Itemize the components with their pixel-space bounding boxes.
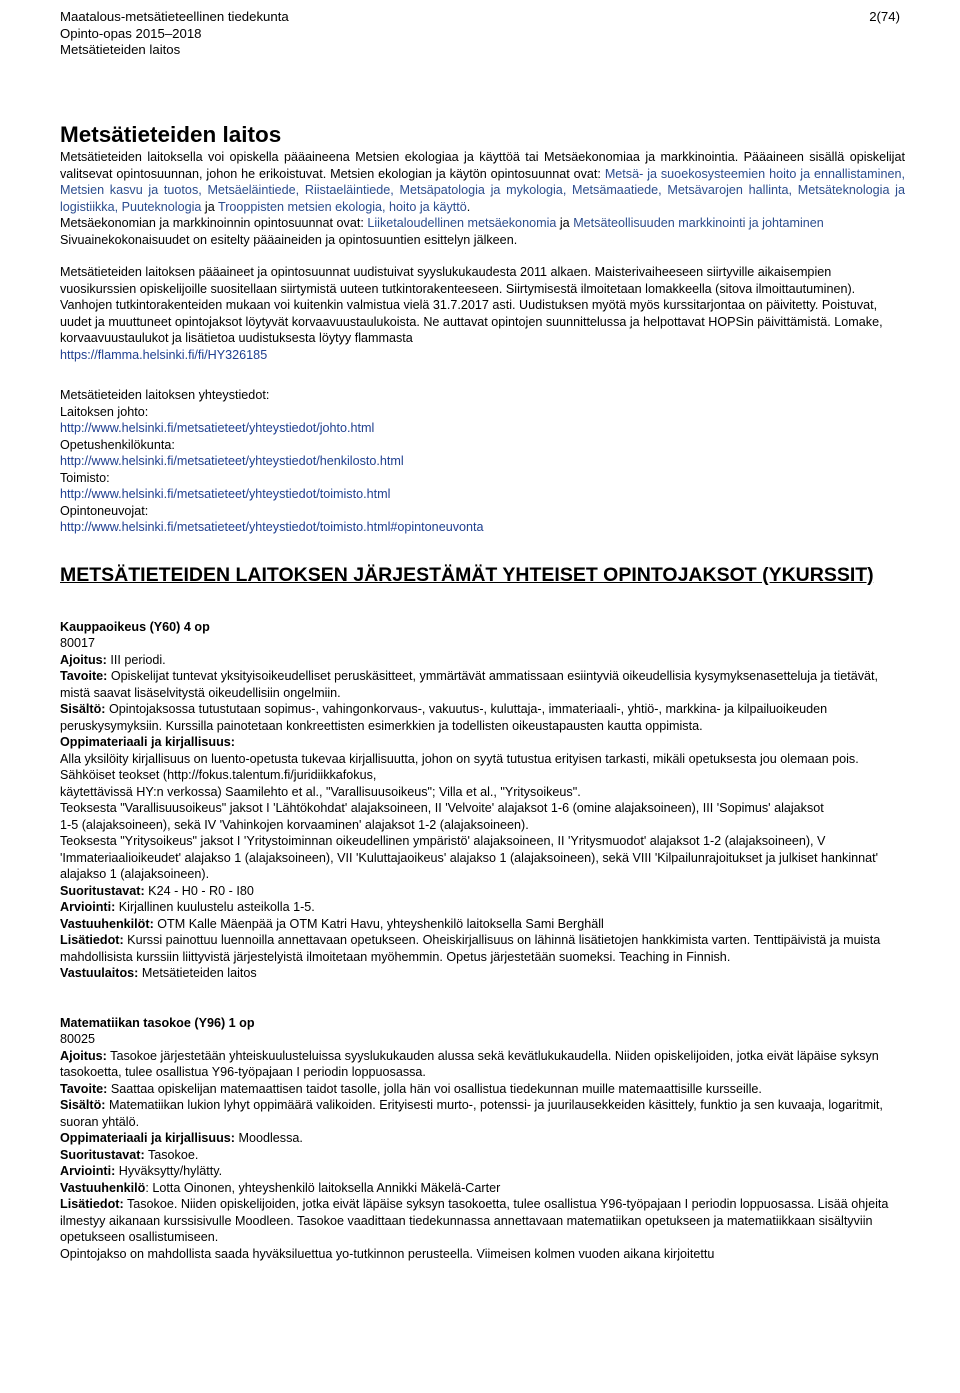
intro-paragraph-2 [60, 215, 905, 248]
course-methods [60, 1147, 905, 1164]
content-value: Matematiikan lukion lyhyt oppimäärä valikoiden. Erityisesti murto-, potenssi- ja juurilausekkeiden käsittely, funktio ja sen kuvaaja, logaritmit, suoran yhtälö. [60, 1098, 883, 1129]
assessment-value: Kirjallinen kuulustelu asteikolla 1-5. [115, 900, 315, 914]
reform-paragraph [60, 264, 905, 363]
responsible-value: OTM Kalle Mäenpää ja OTM Katri Havu, yhteyshenkilö laitoksella Sami Berghäll [153, 916, 604, 931]
department-name: Metsätieteiden laitos [60, 42, 181, 57]
content-label: Sisältö: [60, 702, 106, 716]
course-literature [60, 734, 905, 883]
unit-label: Vastuulaitos: [60, 966, 139, 980]
course-methods [60, 883, 905, 900]
contact-section [60, 387, 905, 536]
contact-label: Opetushenkilökunta: [60, 437, 175, 452]
course-timing [60, 652, 905, 669]
contact-label: Opintoneuvojat: [60, 503, 149, 518]
content-label: Sisältö: [60, 1098, 106, 1112]
page-title: Metsätieteiden laitos [60, 122, 282, 147]
methods-value: Tasokoe. [144, 1147, 199, 1162]
info-label: Lisätiedot: [60, 1197, 124, 1211]
methods-label: Suoritustavat: [60, 1147, 145, 1162]
goals-value: Saattaa opiskelijan matemaattisen taidot tasolle, jolla hän voi osallistua tiedekunnan muille matemaattisille kursseille. [107, 1081, 762, 1096]
contact-link-henkilosto[interactable]: http://www.helsinki.fi/metsatieteet/yhteystiedot/henkilosto.html [60, 454, 404, 468]
economics-track-1: Liiketaloudellinen metsäekonomia [367, 216, 557, 230]
literature-line: Alla yksilöity kirjallisuus on luento-opetusta tukevaa kirjallisuutta, johon on syytä tutustua erityisen tarkasti, mikäli opetuksesta jou olemaan pois. [60, 751, 859, 766]
course-code: 80017 [60, 636, 96, 650]
minor-subjects-note: Sivuainekokonaisuudet on esitelty pääaineiden ja opintosuuntien esittelyn jälkeen. [60, 232, 518, 247]
course-responsible [60, 1180, 905, 1197]
course-matematiikka [60, 1015, 905, 1263]
assessment-label: Arviointi: [60, 1164, 116, 1178]
responsible-label: Vastuuhenkilöt: [60, 916, 154, 931]
responsible-value: : Lotta Oinonen, yhteyshenkilö laitoksella Annikki Mäkelä-Carter [145, 1180, 501, 1195]
timing-label: Ajoitus: [60, 652, 107, 667]
reform-text: Metsätieteiden laitoksen pääaineet ja opintosuunnat uudistuivat syyslukukaudesta 2011 alkaen. Maisterivaiheeseen siirtyville aikaisempien vuosikurssien opiskelijoille suositellaan siirtymistä uuteen tutkintorakenteeseen. Siirtymisestä ilmoitetaan lomakkeella (sitova ilmoittautuminen). Vanhojen tutkintorakenteiden mukaan voi kuitenkin valmistua vielä 31.7.2017 asti. Uudistuksen myötä myös kurssitarjontaa on päivitetty. Poistuvat, uudet ja muuttuneet opintojaksot löytyvät korvaavuustaulukoista. Ne auttavat opintojen suunnittelussa ja helpottavat HOPSin päivittämistä. Lomake, korvaavuustaulukot ja lisätietoa uudistuksesta löytyy flammasta [60, 265, 883, 345]
course-responsible [60, 916, 905, 933]
main-content [60, 122, 905, 1262]
course-timing [60, 1048, 905, 1081]
course-title: Kauppaoikeus (Y60) 4 op [60, 619, 210, 634]
assessment-label: Arviointi: [60, 900, 116, 914]
info-label: Lisätiedot: [60, 933, 124, 947]
intro-text: Metsätieteiden laitoksella voi opiskella pääaineena Metsien ekologiaa ja käyttöä tai Metsäekonomiaa ja markkinointia. Pääaineen sisällä opiskelijat valitsevat opintosuunnan, johon he erikoistuvat. Metsien ekologian ja käytön opintosuunnat ovat: [60, 150, 905, 181]
course-info [60, 1196, 905, 1246]
timing-value: III periodi. [106, 652, 166, 667]
course-content [60, 1097, 905, 1130]
literature-value: Moodlessa. [234, 1131, 303, 1145]
page-number: 2(74) [869, 9, 900, 24]
methods-label: Suoritustavat: [60, 883, 145, 898]
course-goals [60, 1081, 905, 1098]
assessment-value: Hyväksytty/hylätty. [115, 1164, 223, 1178]
ecology-tracks: Metsä- ja suoekosysteemien hoito ja ennallistaminen, Metsien kasvu ja tuotos, Metsäeläintiede, Riistaeläintiede, Metsäpatologia ja mykologia, Metsämaatiede, Metsävarojen hallinta, Metsäteknologia ja logistiikka, Puuteknologia [60, 166, 905, 214]
timing-value: Tasokoe järjestetään yhteiskuulusteluissa syyslukukauden alussa sekä kevätlukukaudella. Niiden opiskelijoiden, jotka eivät läpäise syksyn tasokoetta, tulee osallistua Y96-työpajaan I periodin loppuosassa. [60, 1048, 879, 1079]
unit-value: Metsätieteiden laitos [138, 966, 257, 980]
goals-value: Opiskelijat tuntevat yksityisoikeudelliset peruskäsitteet, ymmärtävät ammatissaan esiintyviä oikeudellisia kysymyksenasetteluja ja tietävät, mistä saavat lisäselvitystä oikeudellisiin ongelmiin. [60, 669, 879, 700]
faculty-name: Maatalous-metsätieteellinen tiedekunta [60, 9, 289, 24]
course-unit [60, 965, 905, 982]
info-value: Kurssi painottuu luennoilla annettavaan opetukseen. Oheiskirjallisuus on lähinnä lisätietojen hankkimista varten. Tenttipäivistä ja muista mahdollisista kurssiin liittyvistä järjestelyistä ilmoitetaan myöhemmin. Opetus järjestetään suomeksi. Teaching in Finnish. [60, 933, 881, 964]
period: . [466, 199, 471, 214]
literature-line: käytettävissä HY:n verkossa) Saamilehto et al., "Varallisuusoikeus"; Villa et al., "Yritysoikeus". [60, 784, 581, 799]
study-guide-title: Opinto-opas 2015–2018 [60, 25, 202, 41]
literature-line: 1-5 (alajaksoineen), sekä IV 'Vahinkojen korvaaminen' alajaksot 1-2 (alajaksoineen). [60, 817, 529, 832]
goals-label: Tavoite: [60, 669, 108, 683]
literature-label: Oppimateriaali ja kirjallisuus: [60, 1131, 235, 1145]
info-value: Tasokoe. Niiden opiskelijoiden, jotka eivät läpäise syksyn tasokoetta, tulee osallistua Y96-työpajaan I periodin loppuosassa. Lisää ohjeita ilmestyy aikanaan kurssisivulle Moodleen. Tasokoe vaadittaan tiedekunnassa annettavaan matematiikan opetukseen ja matematiikkaan sisältyviin opetukseen osallistumiseen. [60, 1197, 889, 1244]
intro-paragraph-1 [60, 149, 905, 215]
course-code: 80025 [60, 1032, 96, 1046]
responsible-label: Vastuuhenkilö [60, 1180, 146, 1195]
tropical-track: Trooppisten metsien ekologia, hoito ja käyttö [218, 199, 467, 214]
document-header [60, 9, 289, 59]
contact-label: Toimisto: [60, 470, 110, 485]
literature-line: Sähköiset teokset (http://fokus.talentum.fi/juridiikkafokus, [60, 768, 377, 782]
economics-track-2: Metsäteollisuuden markkinointi ja johtaminen [573, 216, 824, 230]
flamma-link[interactable]: https://flamma.helsinki.fi/fi/HY326185 [60, 347, 268, 362]
content-value: Opintojaksossa tutustutaan sopimus-, vahingonkorvaus-, vakuutus-, kuluttaja-, immateriaali-, yhtiö-, markkina- ja kilpailuoikeuden peruskysymyksiin. Kurssilla painotetaan konkreettisten esimerkkien ja todellisten oikeustapausten kautta oppimista. [60, 702, 828, 733]
course-content [60, 701, 905, 734]
literature-line: Teoksesta "Varallisuusoikeus" jaksot I 'Lähtökohdat' alajaksoineen, II 'Velvoite' alajaksot 1-6 (omine alajaksoineen), III 'Sopimus' alajaksot [60, 801, 824, 815]
contact-label: Laitoksen johto: [60, 404, 149, 419]
course-kauppaoikeus [60, 619, 905, 982]
methods-value: K24 - H0 - R0 - I80 [144, 883, 254, 898]
contact-link-opintoneuvonta[interactable]: http://www.helsinki.fi/metsatieteet/yhteystiedot/toimisto.html#opintoneuvonta [60, 520, 484, 534]
and-word-2: ja [556, 216, 574, 230]
contacts-heading: Metsätieteiden laitoksen yhteystiedot: [60, 388, 270, 402]
course-assessment [60, 1163, 905, 1180]
section-heading: METSÄTIETEIDEN LAITOKSEN JÄRJESTÄMÄT YHTEISET OPINTOJAKSOT (YKURSSIT) [60, 563, 874, 586]
course-info [60, 932, 905, 965]
course-goals [60, 668, 905, 701]
course-title: Matematiikan tasokoe (Y96) 1 op [60, 1015, 255, 1030]
literature-label: Oppimateriaali ja kirjallisuus: [60, 735, 235, 749]
course-literature [60, 1130, 905, 1147]
course-note: Opintojakso on mahdollista saada hyväksiluettua yo-tutkinnon perusteella. Viimeisen kolmen vuoden aikana kirjoitettu [60, 1246, 715, 1261]
course-assessment [60, 899, 905, 916]
timing-label: Ajoitus: [60, 1048, 107, 1063]
literature-line: Teoksesta "Yritysoikeus" jaksot I 'Yritystoiminnan oikeudellinen ympäristö' alajaksoineen, II 'Yritysmuodot' alajaksot 1-2 (alajaksoineen), V 'Immateriaalioikeudet' alajakso 1 (alajaksoineen), VII 'Kuluttajaoikeus' alajakso 1 (alajaksoineen), sekä VIII 'Kilpailunrajoitukset ja julkiset hankinnat' alajakso 1 (alajaksoineen). [60, 834, 879, 881]
contact-link-toimisto[interactable]: http://www.helsinki.fi/metsatieteet/yhteystiedot/toimisto.html [60, 487, 391, 501]
contact-link-johto[interactable]: http://www.helsinki.fi/metsatieteet/yhteystiedot/johto.html [60, 421, 375, 435]
goals-label: Tavoite: [60, 1081, 108, 1096]
and-word: ja [201, 199, 218, 214]
economics-intro: Metsäekonomian ja markkinoinnin opintosuunnat ovat: [60, 216, 368, 230]
